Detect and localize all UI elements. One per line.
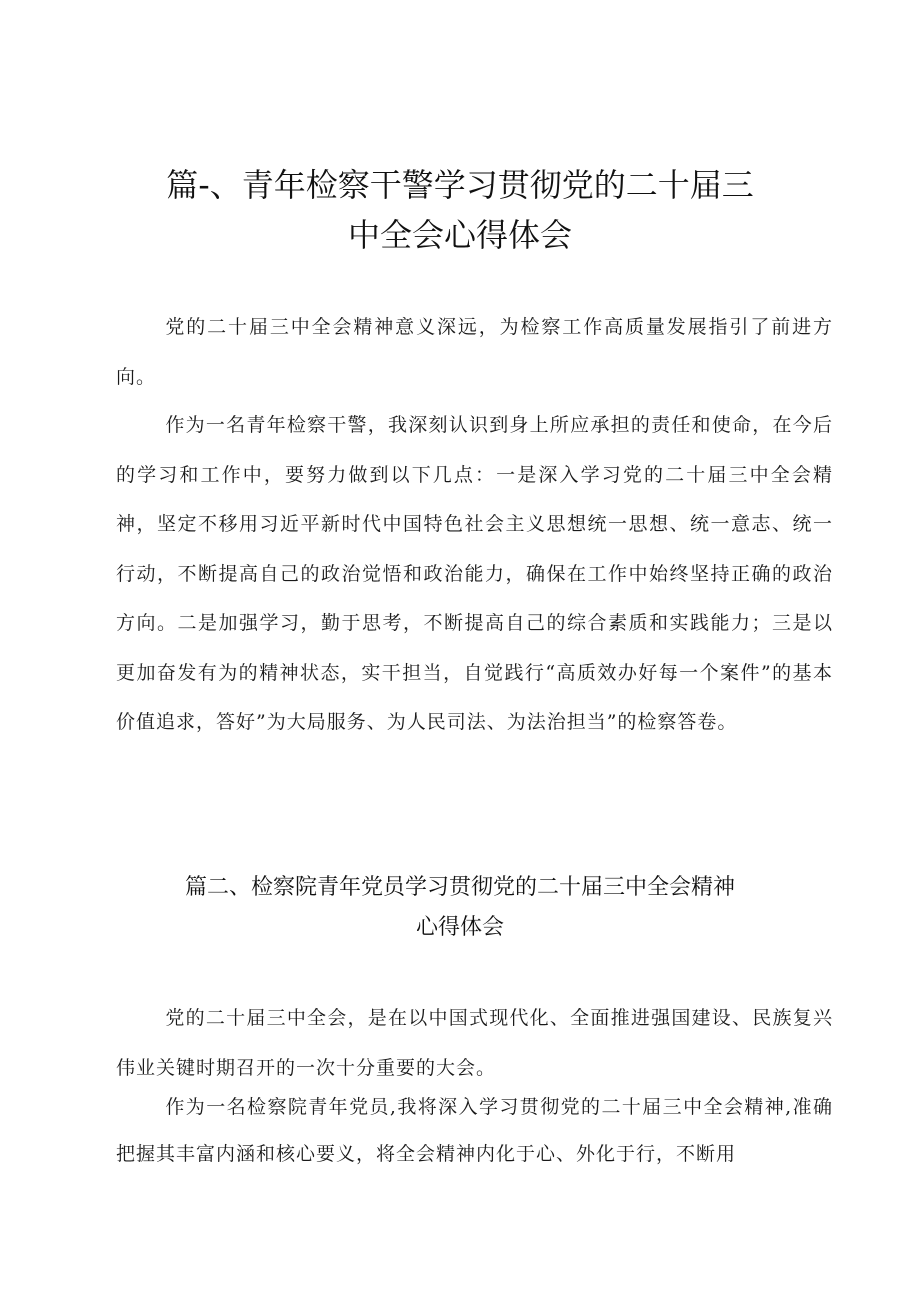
article-1-title-line-2: 中全会心得体会	[347, 216, 572, 254]
article-2-paragraph-2: 作为一名检察院青年党员,我将深入学习贯彻党的二十届三中全会精神,准确把握其丰富内涵和核心要义，将全会精神内化于心、外化于行，不断用	[116, 1096, 833, 1165]
article-2-title-line-2: 心得体会	[415, 915, 504, 940]
article-1-title	[0, 160, 920, 260]
article-2-title-line-1: 篇二、检察院青年党员学习贯彻党的二十届三中全会精神	[184, 875, 735, 900]
article-2-title	[0, 868, 920, 948]
article-2-paragraph-1: 党的二十届三中全会，是在以中国式现代化、全面推进强国建设、民族复兴伟业关键时期召开的一次十分重要的大会。	[116, 1007, 833, 1079]
article-1-paragraph-1: 党的二十届三中全会精神意义深远，为检察工作高质量发展指引了前进方向。	[116, 316, 833, 388]
article-1-title-line-1: 篇-、青年检察干警学习贯彻党的二十届三	[166, 166, 754, 204]
article-1-paragraph-2: 作为一名青年检察干警，我深刻认识到身上所应承担的责任和使命，在今后的学习和工作中，要努力做到以下几点：一是深入学习党的二十届三中全会精神，坚定不移用习近平新时代中国特色社会主义思想统一思想、统一意志、统一行动，不断提高自己的政治觉悟和政治能力，确保在工作中始终坚持正确的政治方向。二是加强学习，勤于思考，不断提高自己的综合素质和实践能力；三是以更加奋发有为的精神状态，实干担当，自觉践行“高质效办好每一个案件”的基本价值追求，答好”为大局服务、为人民司法、为法治担当”的检察答卷。	[116, 414, 833, 733]
